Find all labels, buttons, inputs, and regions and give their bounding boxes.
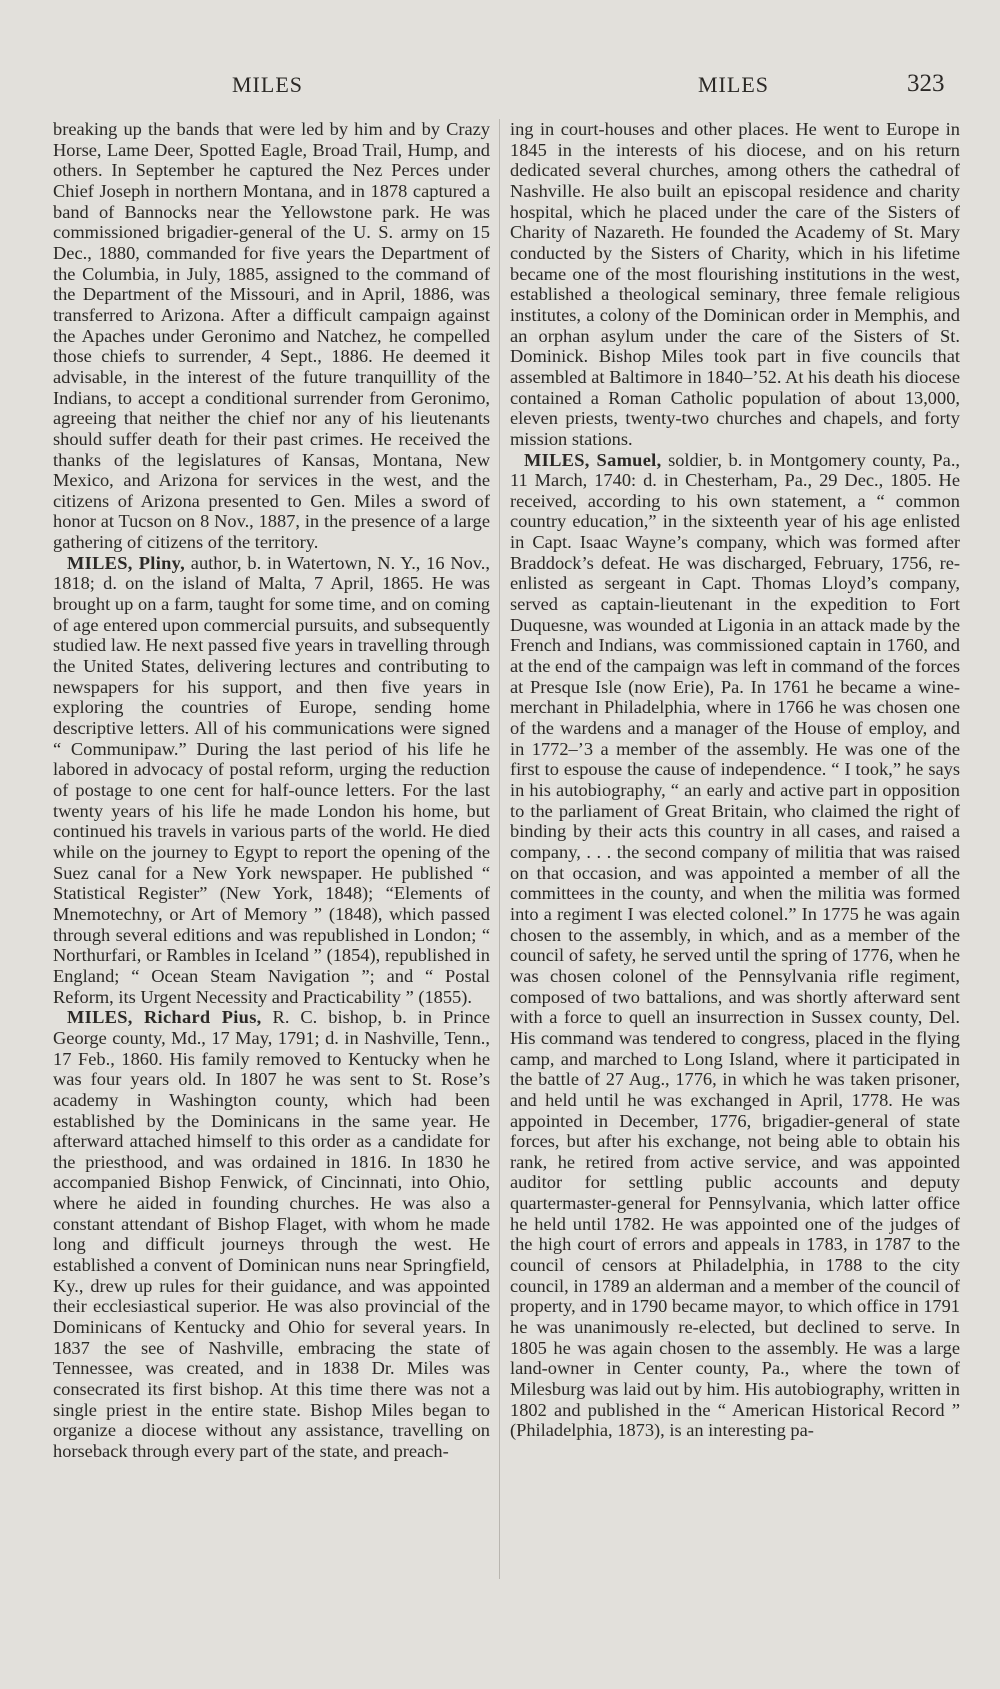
right-column	[510, 119, 960, 1441]
entry-miles-samuel	[510, 450, 960, 1442]
entry-heading: MILES, Pliny,	[67, 552, 186, 573]
page-number: 323	[907, 70, 945, 97]
entry-continuation	[53, 119, 490, 553]
header-right-title: MILES	[698, 72, 769, 97]
entry-text: breaking up the bands that were led by him and by Crazy Horse, Lame Deer, Spotted Eagle, Broad Trail, Hump, and others. In September he captured the Nez Perces under Chief Joseph in northern Montana, and in 1878 captured a band of Bannocks near the Yellowstone park. He was commissioned brigadier-general of the U. S. army on 15 Dec., 1880, commanded for five years the Department of the Columbia, in July, 1885, assigned to the command of the Department of the Missouri, and in April, 1886, was transferred to Arizona. After a difficult campaign against the Apaches under Geronimo and Natchez, he compelled those chiefs to surrender, 4 Sept., 1886. He deemed it advisable, in the interest of the future tranquillity of the Indians, to accept a conditional surrender from Geronimo, agreeing that neither the chief nor any of his lieutenants should suffer death for their past crimes. He received the thanks of the legislatures of Kansas, Montana, New Mexico, and Arizona for services in the west, and the citizens of Arizona presented to Gen. Miles a sword of honor at Tucson on 8 Nov., 1887, in the presence of a large gathering of citizens of the territory.	[53, 119, 490, 553]
entry-text: author, b. in Watertown, N. Y., 16 Nov., 1818; d. on the island of Malta, 7 April, 1865. He was brought up on a farm, taught for some time, and on coming of age entered upon commercial pursuits, and subsequently studied law. He next passed five years in travelling through the United States, delivering lectures and contributing to newspapers for his support, and then five years in exploring the countries of Europe, sending home descriptive letters. All of his communications were signed “ Communipaw.” During the last period of his life he labored in advocacy of postal reform, urging the reduction of postage to one cent for half-ounce letters. For the last twenty years of his life he made London his home, but continued his travels in various parts of the world. He died while on the journey to Egypt to report the opening of the Suez canal for a New York newspaper. He published “ Statistical Register” (New York, 1848); “Elements of Mnemotechny, or Art of Memory ” (1848), which passed through several editions and was republished in London; “ Northurfari, or Rambles in Iceland ” (1854), republished in England; “ Ocean Steam Navigation ”; and “ Postal Reform, its Urgent Necessity and Practicability ” (1855).	[53, 552, 490, 1007]
header-left-title: MILES	[232, 72, 303, 97]
entry-heading: MILES, Samuel,	[524, 449, 662, 470]
entry-text: R. C. bishop, b. in Prince George county, Md., 17 May, 1791; d. in Nashville, Tenn., 17 Feb., 1860. His family removed to Kentucky when he was four years old. In 1807 he was sent to St. Rose’s academy in Washington county, which had been established by the Dominicans in the same year. He afterward attached himself to this order as a candidate for the priesthood, and was ordained in 1816. In 1830 he accompanied Bishop Fenwick, of Cincinnati, into Ohio, where he aided in founding churches. He was also a constant attendant of Bishop Flaget, with whom he made long and difficult journeys through the west. He established a convent of Dominican nuns near Springfield, Ky., drew up rules for their guidance, and was appointed their ecclesiastical superior. He was also provincial of the Dominicans of Kentucky and Ohio for several years. In 1837 the see of Nashville, embracing the state of Tennessee, was created, and in 1838 Dr. Miles was consecrated its first bishop. At this time there was not a single priest in the entire state. Bishop Miles began to organize a diocese without any assistance, travelling on horseback through every part of the state, and preach-	[53, 1007, 490, 1461]
entry-heading: MILES, Richard Pius,	[67, 1007, 262, 1028]
column-divider	[499, 119, 500, 1579]
entry-text: ing in court-houses and other places. He went to Europe in 1845 in the interests of his diocese, and on his return dedicated several churches, among others the cathedral of Nashville. He also built an episcopal residence and charity hospital, which he placed under the care of the Sisters of Charity of Nazareth. He founded the Academy of St. Mary conducted by the Sisters of Charity, which in his lifetime became one of the most flourishing institutions in the west, established a theological seminary, three female religious institutes, a colony of the Dominican order in Memphis, and an orphan asylum under the care of the Sisters of St. Dominick. Bishop Miles took part in five councils that assembled at Baltimore in 1840–’52. At his death his diocese contained a Roman Catholic population of about 13,000, eleven priests, twenty-two churches and chapels, and forty mission stations.	[510, 119, 960, 449]
left-column	[53, 119, 490, 1462]
running-header	[0, 64, 1000, 104]
entry-miles-richard-pius	[53, 1007, 490, 1461]
entry-text: soldier, b. in Montgomery county, Pa., 11 March, 1740: d. in Chesterham, Pa., 29 Dec., 1805. He received, according to his own statement, a “ common country education,” in the sixteenth year of his age enlisted in Capt. Isaac Wayne’s company, which was formed after Braddock’s defeat. He was discharged, February, 1756, re-enlisted as sergeant in Capt. Thomas Lloyd’s company, served as captain-lieutenant in the expedition to Fort Duquesne, was wounded at Ligonia in an attack made by the French and Indians, was commissioned captain in 1760, and at the end of the campaign was left in command of the forces at Presque Isle (now Erie), Pa. In 1761 he became a wine-merchant in Philadelphia, where in 1766 he was chosen one of the wardens and a manager of the House of employ, and in 1772–’3 a member of the assembly. He was one of the first to espouse the cause of independence. “ I took,” he says in his autobiography, “ an early and active part in opposition to the parliament of Great Britain, who claimed the right of binding by their acts this country in all cases, and raised a company, . . . the second company of militia that was raised on that occasion, and was appointed a member of all the committees in the county, and when the militia was formed into a regiment I was elected colonel.” In 1775 he was again chosen to the assembly, in which, and as a member of the council of safety, he served until the spring of 1776, when he was chosen colonel of the Pennsylvania rifle regiment, composed of two battalions, and was shortly afterward sent with a force to quell an insurrection in Sussex county, Del. His command was tendered to congress, placed in the flying camp, and marched to Long Island, where it participated in the battle of 27 Aug., 1776, in which he was taken prisoner, and held until he was exchanged in April, 1778. He was appointed in December, 1776, brigadier-general of state forces, but after his exchange, not being able to obtain his rank, he retired from active service, and was appointed auditor for settling public accounts and deputy quartermaster-general for Pennsylvania, which latter office he held until 1782. He was appointed one of the judges of the high court of errors and appeals in 1783, in 1787 to the council of censors at Philadelphia, in 1788 to the city council, in 1789 an alderman and a member of the council of property, and in 1790 became mayor, to which office in 1791 he was unanimously re-elected, but declined to serve. In 1805 he was again chosen to the assembly. He was a large land-owner in Center county, Pa., where the town of Milesburg was laid out by him. His autobiography, written in 1802 and published in the “ American Historical Record ” (Philadelphia, 1873), is an interesting pa-	[510, 449, 961, 1441]
entry-continuation	[510, 119, 960, 450]
entry-miles-pliny	[53, 553, 490, 1007]
